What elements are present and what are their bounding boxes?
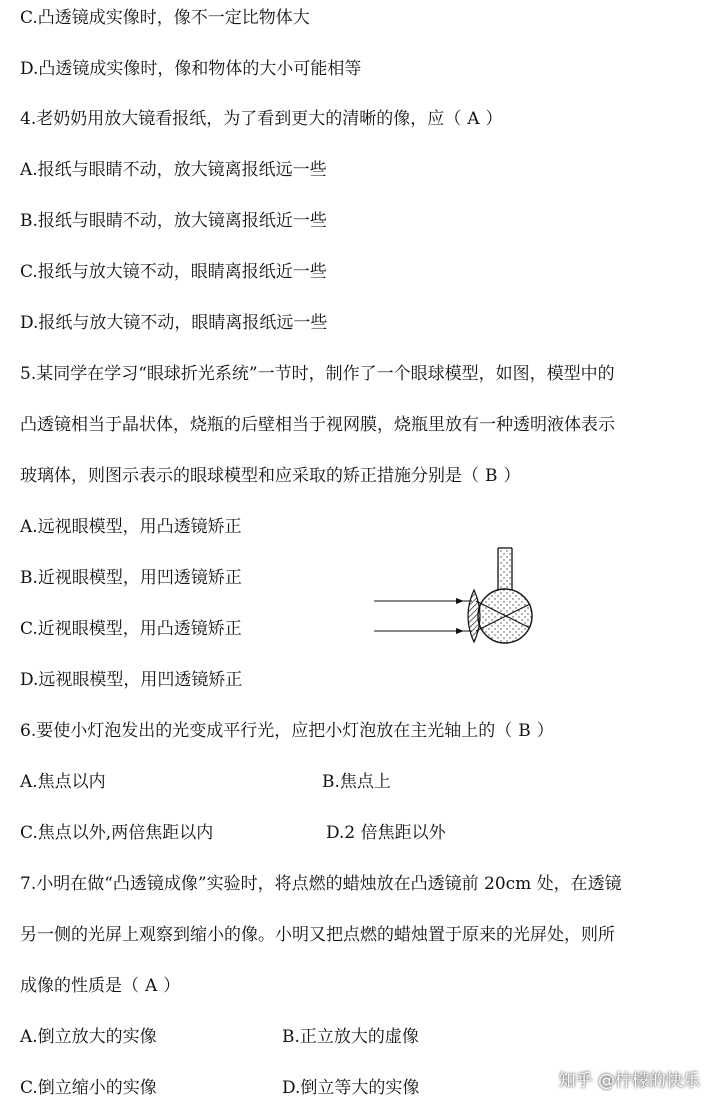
q5-option-b: B.近视眼模型，用凹透镜矫正 <box>20 568 242 588</box>
question-4-text: 4.老奶奶用放大镜看报纸，为了看到更大的清晰的像，应（ <box>20 109 462 129</box>
q7-option-d: D.倒立等大的实像 <box>282 1078 420 1098</box>
question-6-stem <box>20 719 554 743</box>
q5-option-c: C.近视眼模型，用凸透镜矫正 <box>20 619 242 639</box>
q3-option-c: C.凸透镜成实像时，像不一定比物体大 <box>20 8 310 28</box>
q3-option-d: D.凸透镜成实像时，像和物体的大小可能相等 <box>20 59 362 79</box>
q6-option-a: A.焦点以内 <box>20 772 106 792</box>
q5-option-a: A.远视眼模型，用凸透镜矫正 <box>20 517 242 537</box>
question-5-tail: ） <box>503 466 521 486</box>
question-5-text: 玻璃体，则图示表示的眼球模型和应采取的矫正措施分别是（ <box>20 466 479 486</box>
convex-lens <box>468 590 480 642</box>
question-6-tail: ） <box>536 721 554 741</box>
q6-option-c: C.焦点以外,两倍焦距以内 <box>20 823 214 843</box>
question-7-stem-line-3 <box>20 974 180 998</box>
question-7-stem-line-2: 另一侧的光屏上观察到缩小的像。小明又把点燃的蜡烛置于原来的光屏处，则所 <box>20 925 615 945</box>
q7-option-c: C.倒立缩小的实像 <box>20 1078 157 1098</box>
q4-option-c: C.报纸与放大镜不动，眼睛离报纸近一些 <box>20 262 327 282</box>
question-6-answer: B <box>518 721 531 741</box>
q4-option-b: B.报纸与眼睛不动，放大镜离报纸近一些 <box>20 211 327 231</box>
question-5-stem-line-2: 凸透镜相当于晶状体，烧瓶的后壁相当于视网膜，烧瓶里放有一种透明液体表示 <box>20 415 615 435</box>
question-5-stem-line-1: 5.某同学在学习“眼球折光系统”一节时，制作了一个眼球模型，如图，模型中的 <box>20 364 615 384</box>
question-4-tail: ） <box>485 109 503 129</box>
question-4-stem <box>20 107 503 131</box>
question-7-answer: A <box>145 976 158 996</box>
q4-option-a: A.报纸与眼睛不动，放大镜离报纸远一些 <box>20 160 327 180</box>
question-5-answer: B <box>485 466 498 486</box>
question-5-stem-line-3 <box>20 464 521 488</box>
q7-option-b: B.正立放大的虚像 <box>282 1027 419 1047</box>
watermark: 知乎 @柠檬的快乐 <box>558 1071 700 1091</box>
q4-option-d: D.报纸与放大镜不动，眼睛离报纸远一些 <box>20 313 328 333</box>
eyeball-model-figure <box>370 540 550 650</box>
q6-option-d: D.2 倍焦距以外 <box>326 823 446 843</box>
question-7-stem-line-1: 7.小明在做“凸透镜成像”实验时，将点燃的蜡烛放在凸透镜前 20cm 处，在透镜 <box>20 874 622 894</box>
question-7-text: 成像的性质是（ <box>20 976 139 996</box>
question-6-text: 6.要使小灯泡发出的光变成平行光，应把小灯泡放在主光轴上的（ <box>20 721 513 741</box>
q5-option-d: D.远视眼模型，用凹透镜矫正 <box>20 670 243 690</box>
question-4-answer: A <box>467 109 480 129</box>
question-7-tail: ） <box>163 976 181 996</box>
q6-option-b: B.焦点上 <box>322 772 391 792</box>
q7-option-a: A.倒立放大的实像 <box>20 1027 157 1047</box>
